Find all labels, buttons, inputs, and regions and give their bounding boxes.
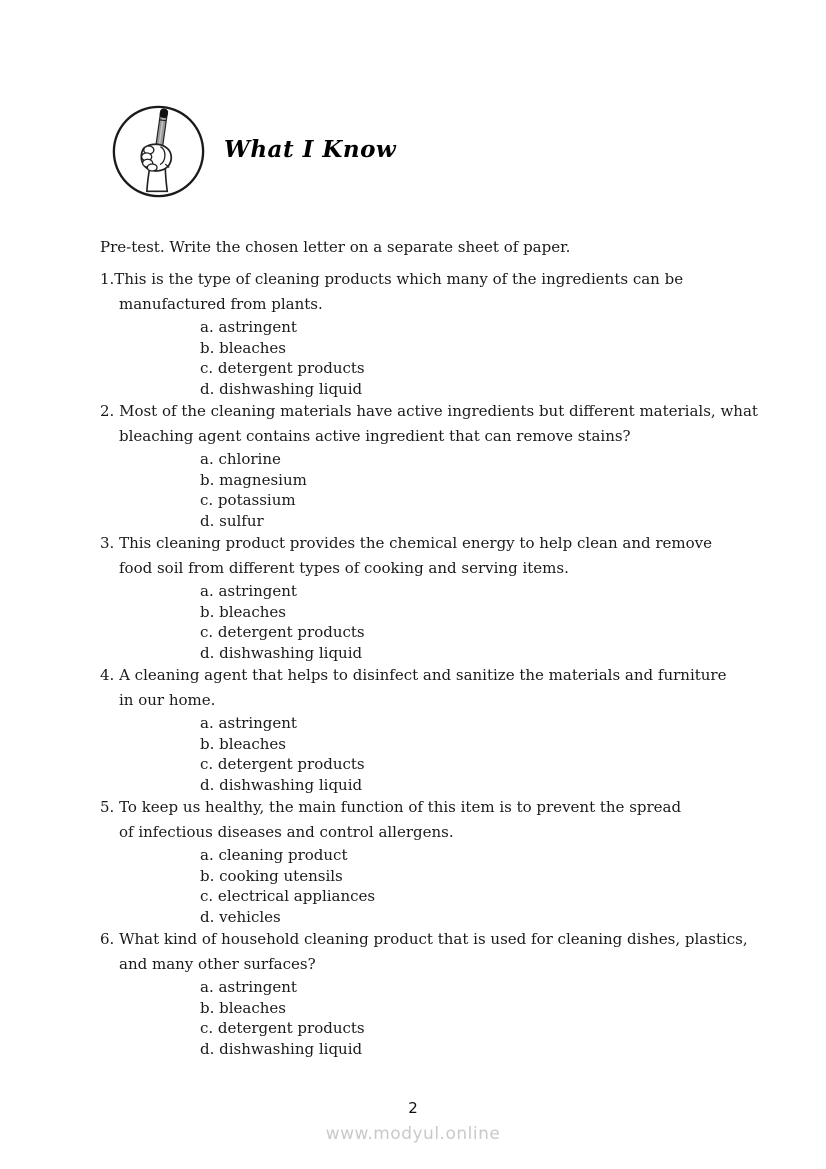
option-d: d. vehicles <box>200 907 281 926</box>
question-2 <box>100 399 780 531</box>
question-text-continued: of infectious diseases and control allergens. <box>119 823 454 841</box>
option-a: a. cleaning product <box>200 846 348 864</box>
question-text: 5. To keep us healthy, the main function of this item is to prevent the spread <box>100 798 682 816</box>
option-c: c. potassium <box>200 491 296 509</box>
question-text: 1.This is the type of cleaning products which many of the ingredients can be <box>100 270 684 288</box>
option-d: d. dishwashing liquid <box>200 643 363 662</box>
question-5 <box>100 795 780 927</box>
question-text: 2. Most of the cleaning materials have active ingredients but different materials, what <box>100 402 758 420</box>
page-number: 2 <box>408 1099 418 1117</box>
page-title: What I Know <box>224 136 397 163</box>
option-b: b. bleaches <box>200 734 286 753</box>
options-list <box>100 449 780 531</box>
options-list <box>100 581 780 663</box>
options-list <box>100 977 780 1059</box>
option-b: b. bleaches <box>200 998 286 1017</box>
question-text: 4. A cleaning agent that helps to disinfect and sanitize the materials and furniture <box>100 666 727 684</box>
options-list <box>100 713 780 795</box>
question-4 <box>100 663 780 795</box>
option-a: a. chlorine <box>200 450 281 468</box>
option-a: a. astringent <box>200 714 297 732</box>
pretest-content <box>100 237 780 1059</box>
option-a: a. astringent <box>200 978 297 996</box>
question-1 <box>100 267 780 399</box>
question-6 <box>100 927 780 1059</box>
option-b: b. bleaches <box>200 602 286 621</box>
question-text-continued: manufactured from plants. <box>119 295 323 313</box>
option-c: c. detergent products <box>200 1019 365 1037</box>
option-c: c. electrical appliances <box>200 887 376 905</box>
question-text: 3. This cleaning product provides the chemical energy to help clean and remove <box>100 534 713 552</box>
option-d: d. sulfur <box>200 511 264 530</box>
question-text-continued: bleaching agent contains active ingredient that can remove stains? <box>119 427 631 445</box>
question-3 <box>100 531 780 663</box>
option-b: b. cooking utensils <box>200 866 343 885</box>
option-a: a. astringent <box>200 582 297 600</box>
hand-writing-pencil-icon <box>110 103 207 200</box>
option-a: a. astringent <box>200 318 297 336</box>
pretest-instruction: Pre-test. Write the chosen letter on a separate sheet of paper. <box>100 238 571 256</box>
question-text-continued: and many other surfaces? <box>119 955 316 973</box>
question-text-continued: food soil from different types of cooking and serving items. <box>119 559 569 577</box>
options-list <box>100 845 780 927</box>
option-b: b. magnesium <box>200 470 307 489</box>
option-d: d. dishwashing liquid <box>200 775 363 794</box>
question-text-continued: in our home. <box>119 691 216 709</box>
question-text: 6. What kind of household cleaning product that is used for cleaning dishes, plastics, <box>100 930 748 948</box>
option-c: c. detergent products <box>200 623 365 641</box>
option-c: c. detergent products <box>200 359 365 377</box>
option-d: d. dishwashing liquid <box>200 379 363 398</box>
option-b: b. bleaches <box>200 338 286 357</box>
option-c: c. detergent products <box>200 755 365 773</box>
options-list <box>100 317 780 399</box>
watermark: www.modyul.online <box>325 1124 501 1144</box>
option-d: d. dishwashing liquid <box>200 1039 363 1058</box>
